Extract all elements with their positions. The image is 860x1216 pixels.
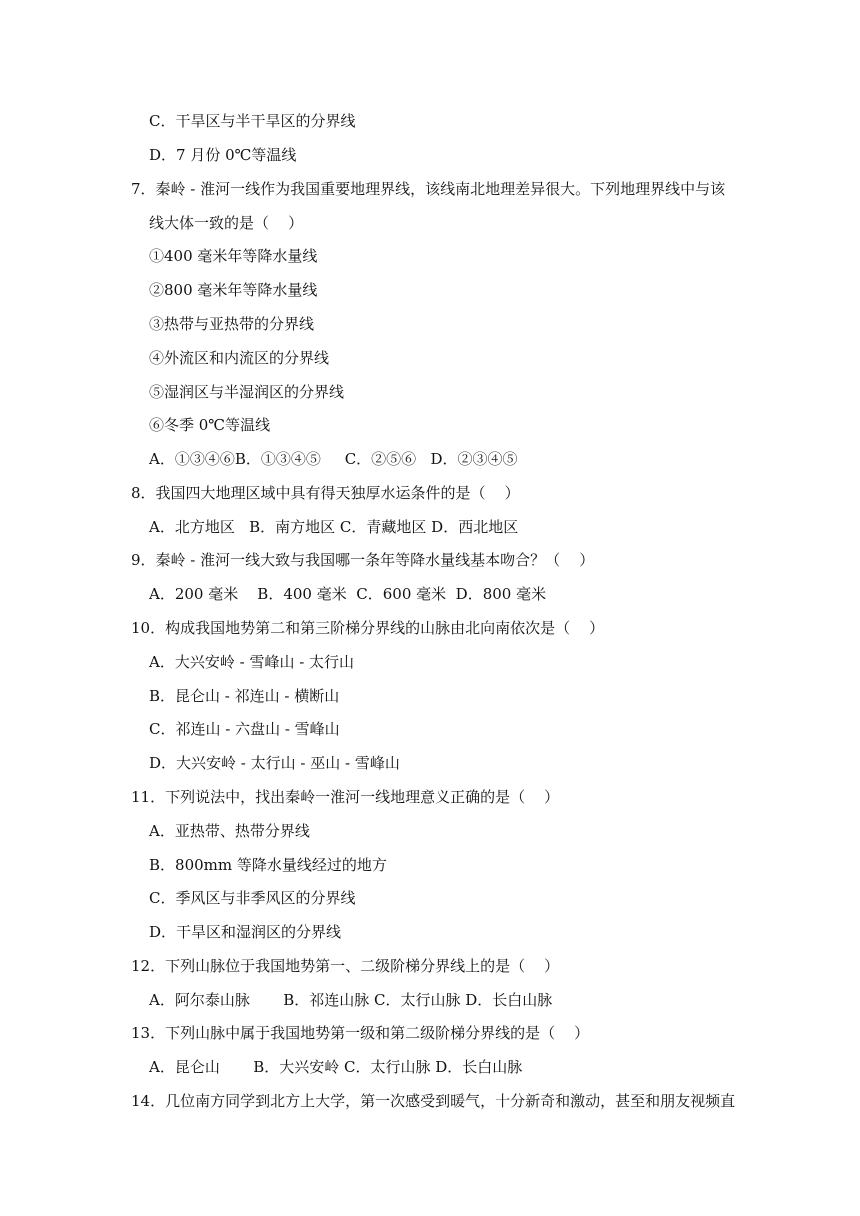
option-line: ⑤湿润区与半湿润区的分界线 bbox=[149, 383, 345, 401]
option-line: A．200 毫米 B．400 毫米 C．600 毫米 D．800 毫米 bbox=[149, 585, 547, 603]
question-line: 13．下列山脉中属于我国地势第一级和第二级阶梯分界线的是（ ） bbox=[131, 1024, 590, 1042]
option-line: D．大兴安岭 - 太行山 - 巫山 - 雪峰山 bbox=[149, 754, 400, 772]
question-line: 12．下列山脉位于我国地势第一、二级阶梯分界线上的是（ ） bbox=[131, 957, 560, 975]
question-line: 10．构成我国地势第二和第三阶梯分界线的山脉由北向南依次是（ ） bbox=[131, 619, 605, 637]
option-line: ④外流区和内流区的分界线 bbox=[149, 349, 330, 367]
option-line: C．季风区与非季风区的分界线 bbox=[149, 889, 356, 907]
option-line: D．7 月份 0℃等温线 bbox=[149, 146, 297, 164]
option-line: A．阿尔泰山脉 B．祁连山脉 C．太行山脉 D．长白山脉 bbox=[149, 991, 553, 1009]
question-line: 8．我国四大地理区域中具有得天独厚水运条件的是（ ） bbox=[131, 484, 520, 502]
question-line: 9．秦岭 - 淮河一线大致与我国哪一条年等降水量线基本吻合？（ ） bbox=[131, 551, 595, 569]
option-line: A．亚热带、热带分界线 bbox=[149, 822, 310, 840]
option-line: D．干旱区和湿润区的分界线 bbox=[149, 923, 342, 941]
question-line: 7．秦岭 - 淮河一线作为我国重要地理界线，该线南北地理差异很大。下列地理界线中与该 bbox=[131, 180, 726, 198]
option-line: 线大体一致的是（ ） bbox=[149, 214, 304, 232]
option-line: A．昆仑山 B．大兴安岭 C．太行山脉 D．长白山脉 bbox=[149, 1058, 523, 1076]
option-line: A．①③④⑥B．①③④⑤ C．②⑤⑥ D．②③④⑤ bbox=[149, 450, 518, 468]
option-line: C．祁连山 - 六盘山 - 雪峰山 bbox=[149, 720, 340, 738]
option-line: ③热带与亚热带的分界线 bbox=[149, 315, 315, 333]
option-line: B．昆仑山 - 祁连山 - 横断山 bbox=[149, 687, 340, 705]
option-line: B．800mm 等降水量线经过的地方 bbox=[149, 856, 387, 874]
option-line: A．大兴安岭 - 雪峰山 - 太行山 bbox=[149, 653, 355, 671]
question-line: 11．下列说法中，找出秦岭一淮河一线地理意义正确的是（ ） bbox=[131, 788, 560, 806]
option-line: C．干旱区与半干旱区的分界线 bbox=[149, 112, 356, 130]
question-line: 14．几位南方同学到北方上大学，第一次感受到暖气，十分新奇和激动，甚至和朋友视频直 bbox=[131, 1092, 736, 1110]
option-line: ②800 毫米年等降水量线 bbox=[149, 281, 318, 299]
option-line: A．北方地区 B．南方地区 C．青藏地区 D．西北地区 bbox=[149, 518, 519, 536]
option-line: ①400 毫米年等降水量线 bbox=[149, 247, 318, 265]
option-line: ⑥冬季 0℃等温线 bbox=[149, 416, 271, 434]
